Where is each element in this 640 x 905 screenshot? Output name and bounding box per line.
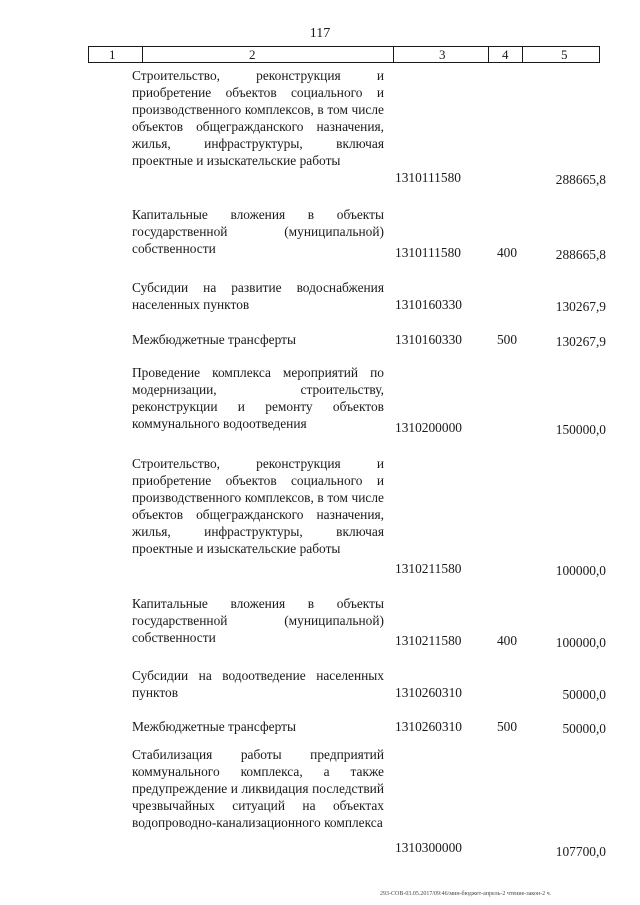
row-amount: 130267,9 — [555, 334, 606, 349]
row-type: 400 — [496, 245, 518, 260]
header-divider — [393, 46, 394, 63]
row-amount: 100000,0 — [555, 563, 606, 578]
row-amount: 100000,0 — [555, 635, 606, 650]
row-code: 1310300000 — [395, 840, 462, 855]
row-description: Строительство, реконструкция и приобретение объектов социального и производственного комплексов, в том числе объектов общегражданского назначения, жилья, инфраструктуры, включая проектные и изыскательские работы — [132, 68, 384, 168]
row-code: 1310111580 — [395, 245, 461, 260]
row-amount: 50000,0 — [562, 687, 606, 702]
row-amount: 107700,0 — [555, 844, 606, 859]
row-amount: 50000,0 — [562, 721, 606, 736]
header-col-2: 2 — [249, 47, 256, 62]
header-col-4: 4 — [502, 47, 509, 62]
document-footer: 293-СОВ-03.05.2017/09:46/мин-бюджет-апрель-2 чтение-закон-2 ч. — [380, 891, 552, 897]
row-amount: 288665,8 — [555, 247, 606, 262]
header-col-5: 5 — [561, 47, 568, 62]
row-amount: 150000,0 — [555, 422, 606, 437]
row-amount: 288665,8 — [555, 172, 606, 187]
row-description: Субсидии на водоотведение населенных пунктов — [132, 668, 384, 700]
row-type: 500 — [496, 719, 518, 734]
row-code: 1310200000 — [395, 420, 462, 435]
header-col-3: 3 — [439, 47, 446, 62]
row-description: Капитальные вложения в объекты государственной (муниципальной) собственности — [132, 207, 384, 256]
row-description: Строительство, реконструкция и приобретение объектов социального и производственного комплексов, в том числе объектов общегражданского назначения, жилья, инфраструктуры, включая проектные и изыскательские работы — [132, 456, 384, 556]
row-type: 400 — [496, 633, 518, 648]
table-header — [88, 46, 600, 63]
row-description: Субсидии на развитие водоснабжения населенных пунктов — [132, 280, 384, 312]
row-description: Капитальные вложения в объекты государственной (муниципальной) собственности — [132, 596, 384, 645]
row-type: 500 — [496, 332, 518, 347]
row-code: 1310211580 — [395, 561, 462, 576]
header-divider — [488, 46, 489, 63]
header-divider — [142, 46, 143, 63]
row-code: 1310111580 — [395, 170, 461, 185]
row-code: 1310160330 — [395, 297, 462, 312]
row-description: Межбюджетные трансферты — [132, 332, 296, 347]
row-code: 1310160330 — [395, 332, 462, 347]
row-code: 1310211580 — [395, 633, 462, 648]
header-divider — [522, 46, 523, 63]
row-code: 1310260310 — [395, 719, 462, 734]
header-col-1: 1 — [109, 47, 116, 62]
row-description: Стабилизация работы предприятий коммунального комплекса, а также предупреждение и ликвидация последствий чрезвычайных ситуаций на объектах водопроводно-канализационного комплекса — [132, 747, 384, 830]
row-amount: 130267,9 — [555, 299, 606, 314]
row-description: Проведение комплекса мероприятий по модернизации, строительству, реконструкции и ремонту объектов коммунального водоотведения — [132, 365, 384, 431]
row-code: 1310260310 — [395, 685, 462, 700]
row-description: Межбюджетные трансферты — [132, 719, 296, 734]
page-number: 117 — [309, 26, 331, 41]
